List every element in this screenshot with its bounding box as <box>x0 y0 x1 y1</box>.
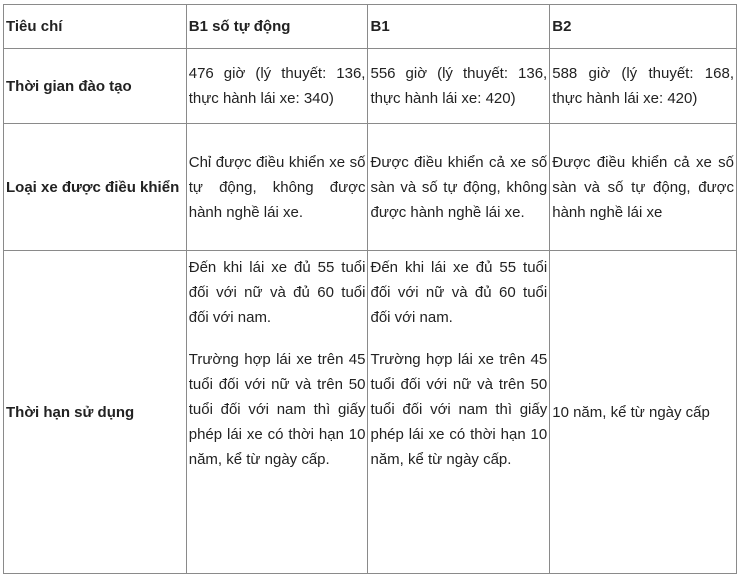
header-b2: B2 <box>550 5 737 49</box>
cell-text: 476 giờ (lý thuyết: 136, thực hành lái xe: 340) <box>188 65 366 107</box>
license-comparison-table <box>3 4 737 574</box>
cell-b2 <box>550 124 737 251</box>
table-row <box>4 251 737 574</box>
cell-text: Trường hợp lái xe trên 45 tuổi đối với nữ và trên 50 tuổi đối với nam thì giấy phép lái xe có thời hạn 10 năm, kể từ ngày cấp. <box>188 351 366 468</box>
cell-text: Đến khi lái xe đủ 55 tuổi đối với nữ và đủ 60 tuổi đối với nam. <box>188 259 366 326</box>
header-criterion: Tiêu chí <box>4 5 187 49</box>
cell-b1-auto <box>186 251 368 574</box>
table-row <box>4 124 737 251</box>
cell-b1-auto <box>186 124 368 251</box>
table-row <box>4 49 737 124</box>
cell-text: Được điều khiển cả xe số sàn và số tự động, được hành nghề lái xe <box>552 153 734 221</box>
cell-b1 <box>368 251 550 574</box>
header-b1-auto: B1 số tự động <box>186 5 368 49</box>
cell-b1 <box>368 124 550 251</box>
cell-text: Được điều khiển cả xe số sàn và số tự động, không được hành nghề lái xe. <box>370 153 548 221</box>
cell-text: Chỉ được điều khiển xe số tự động, không được hành nghề lái xe. <box>188 153 366 221</box>
row-criterion: Loại xe được điều khiển <box>4 124 187 251</box>
cell-b2 <box>550 251 737 574</box>
header-row <box>4 5 737 49</box>
row-criterion: Thời gian đào tạo <box>4 49 187 124</box>
cell-text: 588 giờ (lý thuyết: 168, thực hành lái xe: 420) <box>552 65 734 107</box>
cell-b1-auto <box>186 49 368 124</box>
cell-b1 <box>368 49 550 124</box>
cell-text: Trường hợp lái xe trên 45 tuổi đối với nữ và trên 50 tuổi đối với nam thì giấy phép lái xe có thời hạn 10 năm, kể từ ngày cấp. <box>370 351 548 468</box>
row-criterion: Thời hạn sử dụng <box>4 251 187 574</box>
header-b1: B1 <box>368 5 550 49</box>
cell-text: Đến khi lái xe đủ 55 tuổi đối với nữ và đủ 60 tuổi đối với nam. <box>370 259 548 326</box>
cell-text: 556 giờ (lý thuyết: 136, thực hành lái xe: 420) <box>370 65 548 107</box>
cell-text: 10 năm, kể từ ngày cấp <box>552 403 710 421</box>
cell-b2 <box>550 49 737 124</box>
